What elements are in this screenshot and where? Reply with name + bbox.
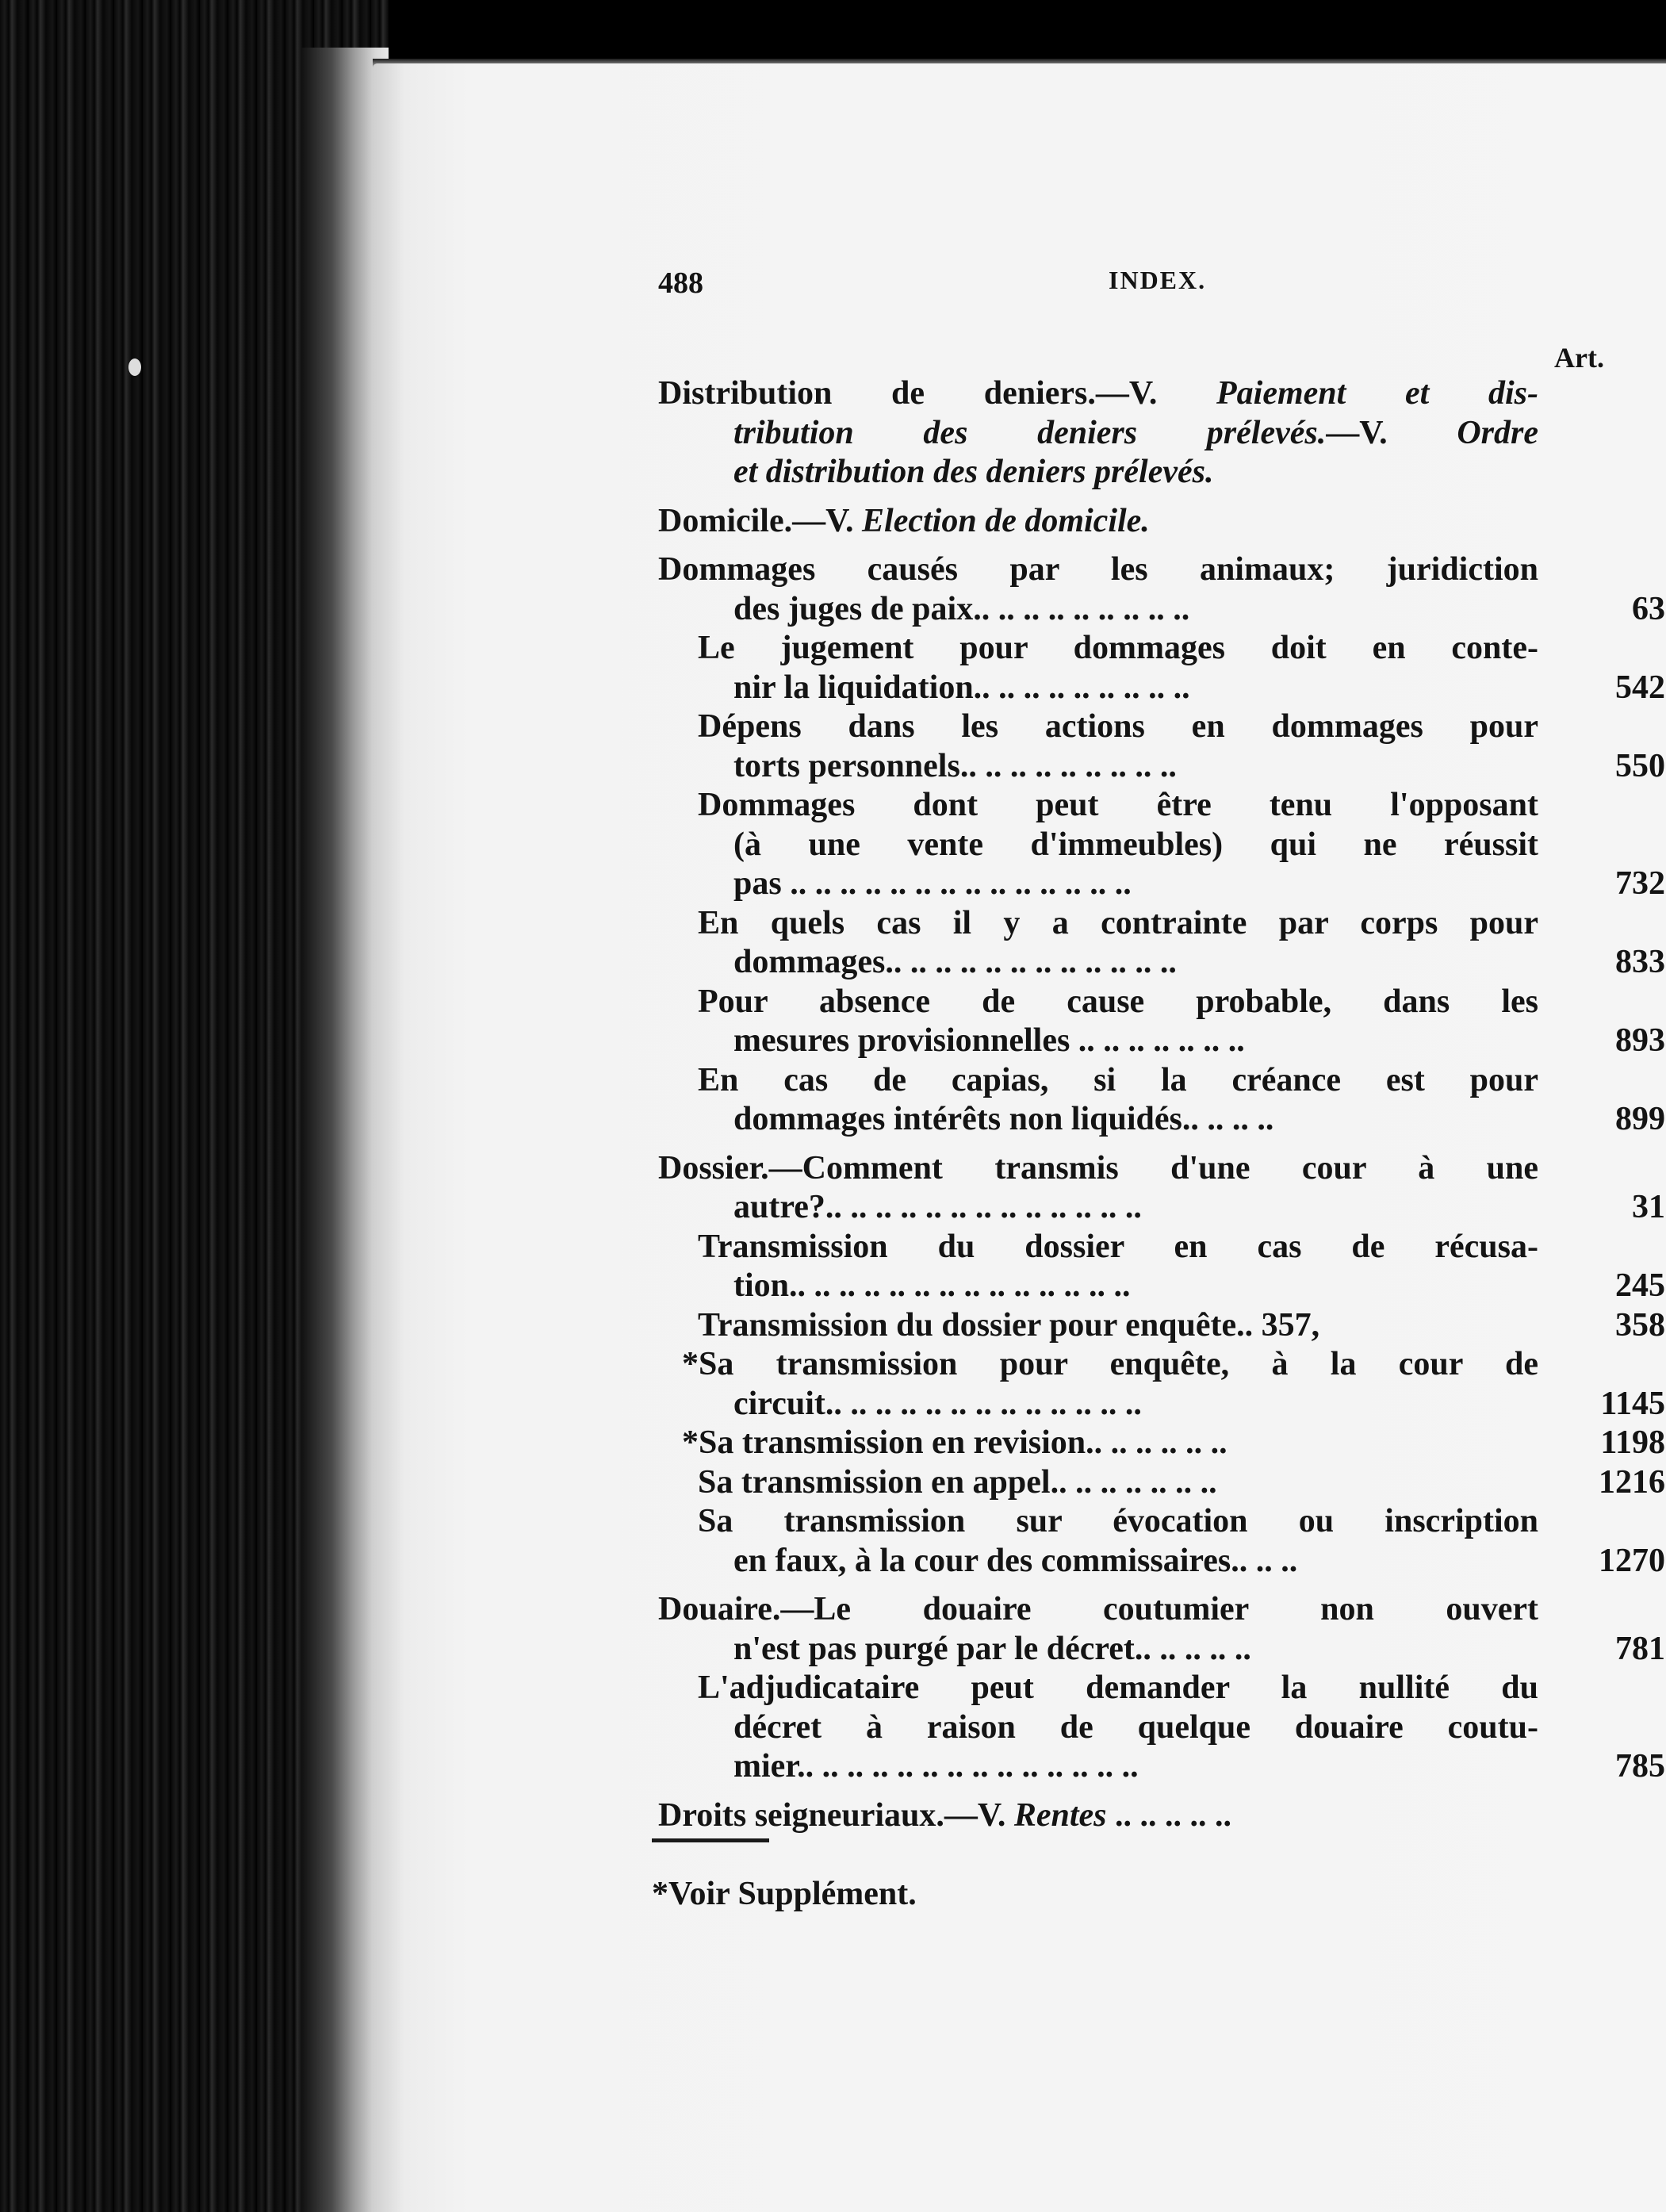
- index-entry: [658, 1590, 1665, 1669]
- index-text: en faux, à la cour des commissaires.. .. ..: [733, 1542, 1298, 1579]
- index-text: nir la liquidation.. .. .. .. .. .. .. .. ..: [733, 669, 1190, 706]
- index-line: [658, 502, 1665, 542]
- index-entry: [658, 1149, 1665, 1228]
- index-line-text: [698, 983, 1538, 1022]
- footnote-rule: [652, 1838, 769, 1842]
- article-number: 781: [1615, 1630, 1665, 1667]
- index-line-text: [733, 590, 1189, 630]
- index-line: [658, 1149, 1665, 1189]
- index-entry: [658, 629, 1665, 707]
- index-entry: [658, 1502, 1665, 1581]
- index-line: [658, 550, 1665, 590]
- index-line-text: [698, 1669, 1538, 1708]
- index-text: *Sa transmission pour enquête, à la cour de: [682, 1346, 1538, 1382]
- index-text: torts personnels.. .. .. .. .. .. .. .. ..: [733, 747, 1177, 784]
- article-number: 542: [1615, 669, 1665, 706]
- index-text: des juges de paix.. .. .. .. .. .. .. .. ..: [733, 590, 1190, 627]
- index-line-text: [733, 1100, 1273, 1140]
- index-line: [658, 1796, 1665, 1836]
- article-number: 732: [1615, 865, 1665, 902]
- index-text: Transmission du dossier pour enquête.. 357,: [698, 1306, 1320, 1344]
- article-number: 1145: [1600, 1385, 1665, 1422]
- index-text: .. .. .. .. ..: [1106, 1796, 1231, 1834]
- index-entry: [658, 1796, 1665, 1836]
- index-text: Douaire.—Le douaire coutumier non ouvert: [658, 1591, 1538, 1627]
- index-line-text: [658, 374, 1538, 414]
- index-entry: [658, 1061, 1665, 1140]
- article-number: 833: [1615, 944, 1665, 980]
- index-line-text: [733, 1747, 1139, 1787]
- article-number: 31: [1632, 1189, 1665, 1225]
- index-text: tion.. .. .. .. .. .. .. .. .. .. .. .. .. ..: [733, 1267, 1131, 1304]
- index-text: Droits seigneuriaux.—V.: [658, 1796, 1014, 1834]
- article-number: 899: [1615, 1101, 1665, 1137]
- index-line-text: [682, 1424, 1227, 1463]
- index-line: [658, 747, 1665, 787]
- index-line-text: [698, 786, 1538, 826]
- index-entry: [658, 983, 1665, 1061]
- index-line: [658, 1708, 1665, 1748]
- index-text: Le jugement pour dommages doit en conte-: [698, 630, 1538, 666]
- index-text: autre?.. .. .. .. .. .. .. .. .. .. .. .. ..: [733, 1189, 1142, 1225]
- article-number: 63: [1632, 590, 1665, 627]
- article-number: 893: [1615, 1022, 1665, 1059]
- index-entry: [658, 707, 1665, 786]
- index-line: [658, 1385, 1665, 1424]
- article-number: 1198: [1600, 1424, 1665, 1461]
- index-line: [658, 826, 1665, 865]
- article-number: 358: [1615, 1306, 1665, 1344]
- index-entry: [658, 1669, 1665, 1787]
- index-entry: [658, 1306, 1665, 1346]
- index-line: [658, 1424, 1665, 1463]
- index-text: Pour absence de cause probable, dans les: [698, 983, 1538, 1020]
- index-text: Transmission du dossier en cas de récusa-: [698, 1228, 1538, 1265]
- article-number: 550: [1615, 747, 1665, 784]
- index-line: [658, 864, 1665, 904]
- index-line: [658, 1022, 1665, 1061]
- index-entry: [658, 1228, 1665, 1306]
- index-line-text: [733, 669, 1190, 708]
- index-entry: [658, 904, 1665, 983]
- index-line-text: [658, 502, 1150, 542]
- index-line: [658, 904, 1665, 944]
- index-entry: [658, 374, 1665, 493]
- index-line: [658, 414, 1665, 454]
- index-line-text: [733, 414, 1538, 454]
- index-line-text: [658, 1590, 1538, 1630]
- index-text: L'adjudicataire peut demander la nullité du: [698, 1670, 1538, 1706]
- page-number: 488: [658, 266, 703, 300]
- index-entries: [658, 374, 1665, 1835]
- index-line: [658, 1228, 1665, 1267]
- index-text: pas .. .. .. .. .. .. .. .. .. .. .. .. .. ..: [733, 865, 1132, 902]
- footnote: *Voir Supplément.: [652, 1876, 917, 1912]
- index-line-text: [733, 1630, 1251, 1670]
- index-line-text: [698, 1306, 1319, 1346]
- index-text: mesures provisionnelles .. .. .. .. .. .. ..: [733, 1022, 1245, 1059]
- index-entry: [658, 1345, 1665, 1424]
- italic-cross-reference: tribution des deniers prélevés.: [733, 414, 1327, 451]
- running-title: INDEX.: [1109, 266, 1207, 294]
- index-text: En cas de capias, si la créance est pour: [698, 1061, 1538, 1098]
- scan-speck: [128, 358, 141, 376]
- index-line: [658, 453, 1665, 493]
- index-line-text: [658, 550, 1538, 590]
- index-line: [658, 1669, 1665, 1708]
- index-text: —V.: [1326, 414, 1457, 451]
- index-line-text: [733, 453, 1213, 493]
- italic-cross-reference: Election de domicile.: [862, 502, 1150, 539]
- index-text: dommages.. .. .. .. .. .. .. .. .. .. .. ..: [733, 944, 1177, 980]
- index-line: [658, 707, 1665, 747]
- index-text: décret à raison de quelque douaire coutu-: [733, 1708, 1538, 1746]
- index-line-text: [733, 1267, 1131, 1306]
- italic-cross-reference: Ordre: [1457, 414, 1538, 451]
- article-number: 785: [1615, 1748, 1665, 1785]
- index-text: Sa transmission sur évocation ou inscription: [698, 1503, 1538, 1539]
- article-number: 1216: [1599, 1463, 1665, 1501]
- index-entry: [658, 1463, 1665, 1503]
- index-text: Dommages dont peut être tenu l'opposant: [698, 787, 1538, 823]
- page-header: [658, 266, 1665, 313]
- index-text: dommages intérêts non liquidés.. .. .. ..: [733, 1101, 1274, 1137]
- index-line-text: [698, 1061, 1538, 1101]
- index-line: [658, 1267, 1665, 1306]
- index-entry: [658, 1424, 1665, 1463]
- index-line: [658, 1061, 1665, 1101]
- index-line: [658, 1747, 1665, 1787]
- index-line-text: [733, 943, 1177, 983]
- index-line: [658, 1590, 1665, 1630]
- article-number: 245: [1615, 1267, 1665, 1304]
- article-column-label: Art.: [1554, 342, 1604, 374]
- index-text: Distribution de deniers.—V.: [658, 375, 1216, 412]
- index-line: [658, 669, 1665, 708]
- index-text: n'est pas purgé par le décret.. .. .. .. ..: [733, 1630, 1251, 1667]
- index-line: [658, 1345, 1665, 1385]
- index-entry: [658, 786, 1665, 904]
- index-entry: [658, 550, 1665, 629]
- article-number: 1270: [1599, 1542, 1665, 1579]
- index-text: circuit.. .. .. .. .. .. .. .. .. .. .. .. ..: [733, 1385, 1142, 1422]
- index-line: [658, 1542, 1665, 1581]
- index-line: [658, 374, 1665, 414]
- index-text: (à une vente d'immeubles) qui ne réussit: [733, 826, 1538, 863]
- index-line: [658, 786, 1665, 826]
- index-line-text: [658, 1796, 1231, 1836]
- index-line-text: [733, 747, 1177, 787]
- index-line: [658, 943, 1665, 983]
- index-line: [658, 1463, 1665, 1503]
- index-line: [658, 983, 1665, 1022]
- index-text: En quels cas il y a contrainte par corps pour: [698, 904, 1538, 941]
- index-line: [658, 1306, 1665, 1346]
- index-line-text: [733, 1708, 1538, 1748]
- index-line-text: [682, 1345, 1538, 1385]
- index-line-text: [698, 904, 1538, 944]
- index-line-text: [733, 826, 1538, 865]
- index-line: [658, 590, 1665, 630]
- index-line-text: [698, 1463, 1217, 1503]
- index-line: [658, 1502, 1665, 1542]
- index-line-text: [733, 1385, 1142, 1424]
- index-line: [658, 629, 1665, 669]
- index-line-text: [733, 1188, 1142, 1228]
- italic-cross-reference: Rentes: [1013, 1796, 1107, 1834]
- index-text: Dépens dans les actions en dommages pour: [698, 708, 1538, 745]
- index-entry: [658, 502, 1665, 542]
- index-text: *Sa transmission en revision.. .. .. .. .. ..: [682, 1424, 1227, 1461]
- index-text: Sa transmission en appel.. .. .. .. .. .. ..: [698, 1463, 1217, 1501]
- index-line-text: [733, 1022, 1245, 1061]
- index-text: Domicile.—V.: [658, 502, 863, 539]
- index-text: Dossier.—Comment transmis d'une cour à une: [658, 1149, 1538, 1187]
- index-line-text: [698, 1228, 1538, 1267]
- italic-cross-reference: et distribution des deniers prélevés.: [733, 454, 1214, 490]
- index-line-text: [733, 864, 1132, 904]
- index-text: Dommages causés par les animaux; juridiction: [658, 551, 1538, 588]
- index-line-text: [698, 1502, 1538, 1542]
- index-line: [658, 1188, 1665, 1228]
- index-text: mier.. .. .. .. .. .. .. .. .. .. .. .. .. ..: [733, 1748, 1139, 1785]
- index-line-text: [698, 629, 1538, 669]
- index-line-text: [698, 707, 1538, 747]
- index-line: [658, 1100, 1665, 1140]
- index-line: [658, 1630, 1665, 1670]
- italic-cross-reference: Paiement et dis-: [1216, 375, 1538, 412]
- index-line-text: [733, 1542, 1297, 1581]
- index-line-text: [658, 1149, 1538, 1189]
